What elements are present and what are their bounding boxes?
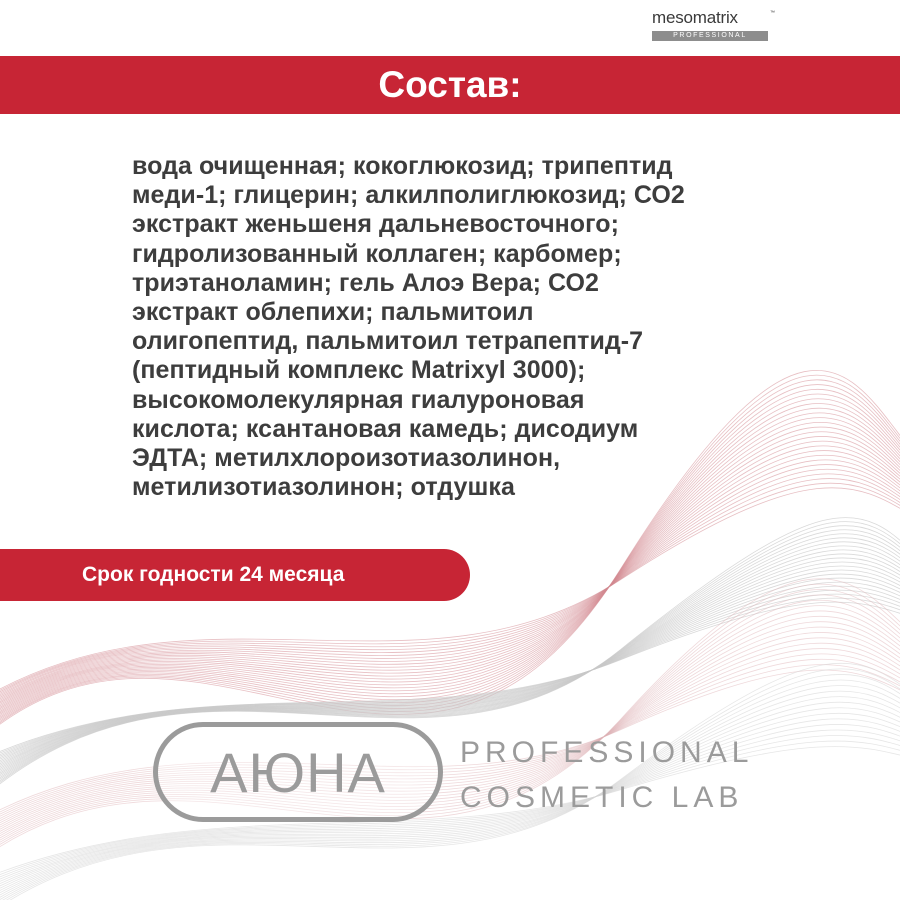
composition-line: вода очищенная; кокоглюкозид; трипептид — [132, 152, 673, 180]
composition-line: гидролизованный коллаген; карбомер; — [132, 239, 622, 268]
brand-subtitle: PROFESSIONAL — [652, 31, 768, 41]
wave-line — [0, 606, 900, 849]
brand-trademark: ™ — [770, 10, 775, 16]
title-banner — [0, 56, 900, 114]
shelf-life-badge — [0, 549, 470, 601]
composition-line: высокомолекулярная гиалуроновая — [132, 385, 585, 414]
wave-line — [0, 741, 900, 883]
lab-logo-pill — [153, 722, 443, 822]
composition-line: триэтаноламин; гель Алоэ Вера; СО2 — [132, 268, 599, 297]
composition-line: экстракт женьшеня дальневосточного; — [132, 210, 619, 239]
wave-line — [0, 747, 900, 880]
wave-line — [0, 600, 900, 850]
lab-tagline-professional: PROFESSIONAL — [460, 736, 754, 769]
composition-line: экстракт облепихи; пальмитоил — [132, 298, 534, 327]
wave-line — [0, 594, 900, 764]
composition-line: меди-1; глицерин; алкилполиглюкозид; СО2 — [132, 181, 685, 210]
wave-line — [0, 602, 900, 760]
wave-line — [0, 691, 900, 900]
shelf-life-text: Срок годности 24 месяца — [82, 563, 345, 586]
lab-tagline-cosmetic-lab: COSMETIC LAB — [460, 781, 744, 814]
composition-line: кислота; ксантановая камедь; дисодиум — [132, 414, 639, 443]
composition-line: (пептидный комплекс Matrixyl 3000); — [132, 356, 586, 385]
composition-line: ЭДТА; метилхлороизотиазолинон, — [132, 444, 561, 473]
brand-logo — [652, 8, 775, 44]
wave-line — [0, 713, 900, 896]
composition-line: олигопептид, пальмитоил тетрапептид-7 — [132, 327, 644, 356]
wave-line — [0, 598, 900, 762]
brand-name: mesomatrix — [652, 8, 738, 27]
wave-line — [0, 735, 900, 885]
page-title: Состав: — [378, 64, 522, 105]
wave-line — [0, 659, 900, 824]
lab-logo-name: АЮНА — [210, 740, 386, 804]
composition-line: метилизотиазолинон; отдушка — [132, 473, 515, 502]
composition-text — [132, 152, 772, 502]
